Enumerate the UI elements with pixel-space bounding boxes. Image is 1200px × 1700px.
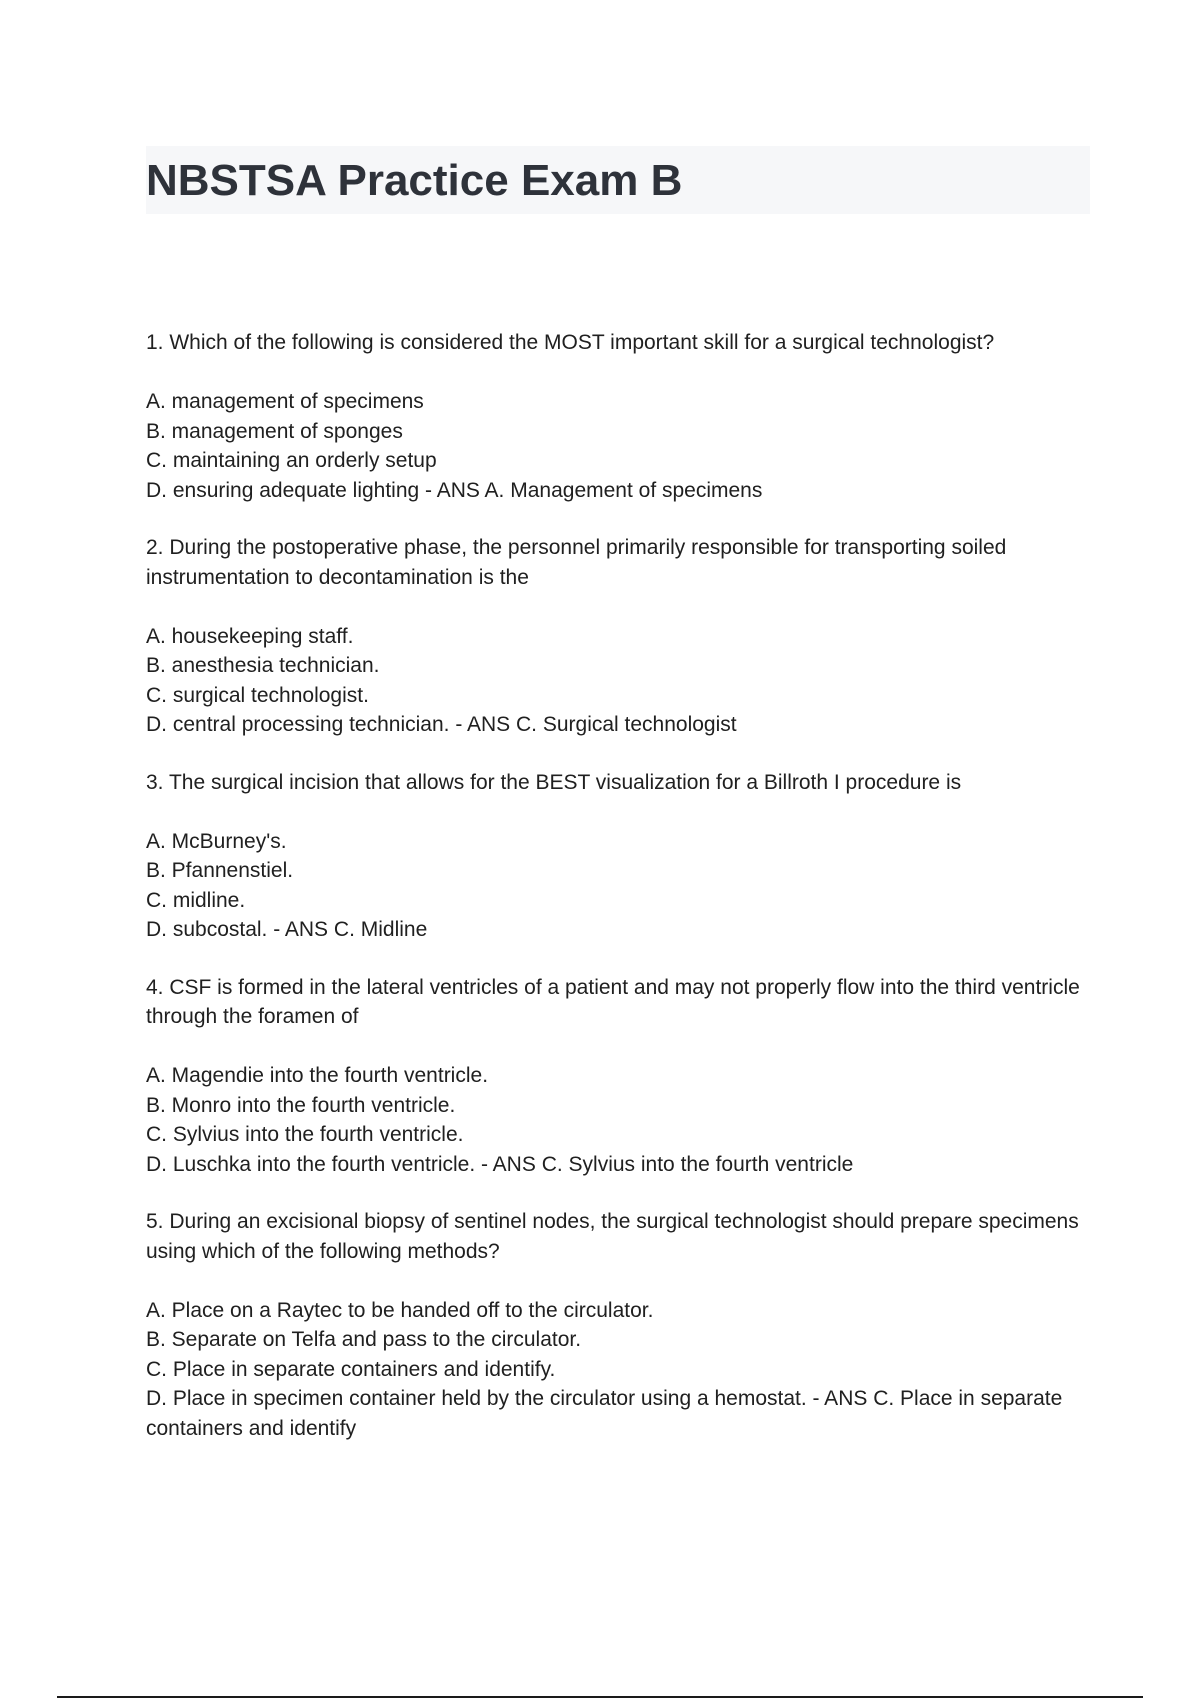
page-title: NBSTSA Practice Exam B (146, 156, 683, 205)
answer-option: A. management of specimens (146, 390, 424, 413)
question-2 (146, 533, 1086, 740)
answer-option: D. subcostal. - ANS C. Midline (146, 918, 428, 941)
answer-option: B. anesthesia technician. (146, 654, 380, 677)
footer-divider (57, 1696, 1143, 1698)
question-5 (146, 1207, 1086, 1443)
question-stem: 4. CSF is formed in the lateral ventricles of a patient and may not properly flow into the third ventricle through the foramen of (146, 975, 1080, 1028)
answer-option: B. Pfannenstiel. (146, 859, 294, 882)
question-4 (146, 973, 1086, 1180)
answer-option: A. McBurney's. (146, 829, 287, 853)
question-stem: 2. During the postoperative phase, the personnel primarily responsible for transporting soiled instrumentation to decontamination is the (146, 536, 1007, 589)
question-stem: 3. The surgical incision that allows for the BEST visualization for a Billroth I procedure is (146, 770, 962, 794)
answer-option: B. Monro into the fourth ventricle. (146, 1093, 456, 1117)
answer-option: C. maintaining an orderly setup (146, 449, 437, 472)
answer-option: B. management of sponges (146, 419, 403, 443)
title-band (146, 146, 1090, 214)
answer-option: C. Place in separate containers and identify. (146, 1357, 556, 1381)
answer-option: C. surgical technologist. (146, 683, 369, 707)
answer-option: A. housekeeping staff. (146, 624, 354, 648)
answer-option: D. central processing technician. - ANS C. Surgical technologist (146, 713, 737, 736)
answer-option: A. Magendie into the fourth ventricle. (146, 1064, 489, 1087)
question-stem: 1. Which of the following is considered the MOST important skill for a surgical technologist? (146, 331, 995, 354)
answer-option: C. Sylvius into the fourth ventricle. (146, 1123, 464, 1146)
question-1 (146, 328, 1086, 505)
answer-option: C. midline. (146, 888, 246, 912)
question-list (146, 328, 1086, 1471)
answer-option: D. Place in specimen container held by the circulator using a hemostat. - ANS C. Place in separate containers and identify (146, 1387, 1063, 1440)
answer-option: A. Place on a Raytec to be handed off to the circulator. (146, 1298, 654, 1322)
question-stem: 5. During an excisional biopsy of sentinel nodes, the surgical technologist should prepare specimens using which of the following methods? (146, 1210, 1079, 1263)
answer-option: D. Luschka into the fourth ventricle. - ANS C. Sylvius into the fourth ventricle (146, 1152, 854, 1176)
answer-option: B. Separate on Telfa and pass to the circulator. (146, 1328, 582, 1351)
answer-option: D. ensuring adequate lighting - ANS A. Management of specimens (146, 478, 763, 502)
question-3 (146, 768, 1086, 945)
